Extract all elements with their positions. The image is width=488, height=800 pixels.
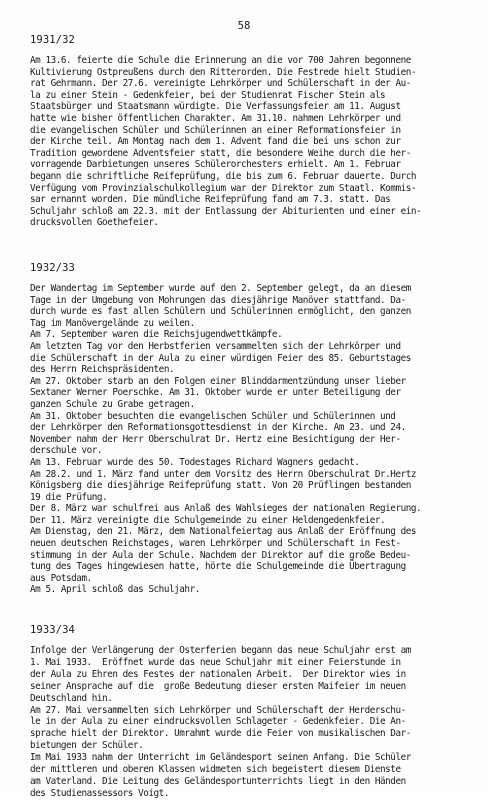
- text-line: durch wurde es fast allen Schülern und Schülerinnen ermöglicht, den ganzen: [30, 306, 411, 318]
- text-line: la zu einer Stein - Gedenkfeier, bei der Studienrat Fischer Stein als: [30, 89, 386, 101]
- section-1932-33: [30, 262, 474, 596]
- section-body: [30, 645, 474, 800]
- section-heading: 1931/32: [30, 34, 75, 46]
- text-line: der mittleren und oberen Klassen widmeten sich begeistert diesem Dienste: [30, 764, 401, 776]
- text-line: Am 13. Februar wurde des 50. Todestages Richard Wagners gedacht.: [30, 456, 360, 468]
- text-line: Am 28.2. und 1. März fand unter dem Vorsitz des Herrn Oberschulrat Dr.Hertz: [30, 468, 417, 480]
- section-1931-32: [30, 34, 474, 229]
- section-1933-34: [30, 624, 474, 800]
- text-line: Am 5. April schloß das Schuljahr.: [30, 584, 200, 596]
- text-line: Kultivierung Ostpreußens durch den Ritterorden. Die Festrede hielt Studien-: [30, 66, 417, 78]
- text-line: rat Gehrmann. Der 27.6. vereinigte Lehrkörper und Schülerschaft in der Au-: [30, 78, 411, 90]
- text-line: Deutschland hin.: [30, 692, 113, 704]
- text-line: derschule vor.: [30, 445, 103, 457]
- text-line: Am Dienstag, den 21. März, dem Nationalfeiertag aus Anlaß der Eröffnung des: [30, 526, 417, 538]
- text-line: der Aula zu Ehren des Festes der nationalen Arbeit. Der Direktor wies in: [30, 668, 406, 680]
- text-line: tung des Tages hingewiesen hatte, hörte die Schulgemeinde die Übertragung: [30, 561, 406, 573]
- text-line: bietungen der Schüler.: [30, 740, 144, 752]
- section-heading: 1932/33: [30, 262, 75, 274]
- text-line: Am 27. Oktober starb an den Folgen einer Blinddarmentzündung unser lieber: [30, 375, 406, 387]
- text-line: die evangelischen Schüler und Schülerinnen an einer Reformationsfeier in: [30, 124, 401, 136]
- text-line: der Kirche teil. Am Montag nach dem 1. Advent fand die bei uns schon zur: [30, 136, 401, 148]
- text-line: November nahm der Herr Oberschulrat Dr. Hertz eine Besichtigung der Her-: [30, 433, 401, 445]
- section-heading: 1933/34: [30, 624, 75, 636]
- text-line: le in der Aula zu einer eindrucksvollen Schlageter - Gedenkfeier. Die An-: [30, 716, 406, 728]
- text-line: Verfügung vom Provinzialschulkollegium war der Direktor zum Staatl. Kommis-: [30, 182, 417, 194]
- text-line: 19 die Prüfung.: [30, 491, 108, 503]
- text-line: neuen deutschen Reichstages, waren Lehrkörper und Schülerschaft in Fest-: [30, 538, 401, 550]
- text-line: des Studienassessors Voigt.: [30, 787, 169, 799]
- text-line: Am 13.6. feierte die Schule die Erinnerung an die vor 700 Jahren begonnene: [30, 55, 411, 66]
- text-line: des Herrn Reichspräsidenten.: [30, 364, 175, 376]
- text-line: Staatsbürger und Staatsmann würdigte. Die Verfassungsfeier am 11. August: [30, 101, 401, 113]
- text-line: Tradition gewordene Adventsfeier statt, die besondere Weihe durch die her-: [30, 147, 411, 159]
- text-line: vorragende Darbietungen unseres Schülerorchesters erhielt. Am 1. Februar: [30, 159, 401, 171]
- text-line: ganzen Schule zu Grabe getragen.: [30, 398, 195, 410]
- text-line: Am letzten Tag vor den Herbstferien versammelten sich der Lehrkörper und: [30, 340, 401, 352]
- text-line: Infolge der Verlängerung der Osterferien begann das neue Schuljahr erst am: [30, 645, 411, 656]
- text-line: Am 31. Oktober besuchten die evangelischen Schüler und Schülerinnen und: [30, 410, 396, 422]
- text-line: Königsberg die diesjährige Reifeprüfung statt. Von 20 Prüflingen bestanden: [30, 480, 411, 492]
- text-line: drucksvollen Goethefeier.: [30, 217, 159, 229]
- text-line: begann die schriftliche Reifeprüfung, die bis zum 6. Februar dauerte. Durch: [30, 170, 417, 182]
- text-line: Sextaner Werner Poerschke. Am 31. Oktober wurde er unter Beteiligung der: [30, 387, 401, 399]
- text-line: Der 11. März vereinigte die Schulgemeinde zu einer Heldengedenkfeier.: [30, 514, 386, 526]
- section-body: [30, 283, 474, 596]
- text-line: die Schülerschaft in der Aula zu einer würdigen Feier des 85. Geburtstages: [30, 352, 411, 364]
- text-line: sprache hielt der Direktor. Umrahmt wurde die Feier von musikalischen Dar-: [30, 728, 411, 740]
- text-line: Im Mai 1933 nahm der Unterricht im Geländesport seinen Anfang. Die Schüler: [30, 752, 411, 764]
- text-line: Am 27. Mai versammelten sich Lehrkörper und Schülerschaft der Herderschu-: [30, 704, 406, 716]
- text-line: 1. Mai 1933. Eröffnet wurde das neue Schuljahr mit einer Feierstunde in: [30, 656, 401, 668]
- text-line: seiner Ansprache auf die große Bedeutung dieser ersten Maifeier im neuen: [30, 680, 406, 692]
- text-line: aus Potsdam.: [30, 572, 92, 584]
- text-line: Der 8. März war schulfrei aus Anlaß des Wahlsieges der nationalen Regierung.: [30, 503, 422, 515]
- text-line: Tag im Manövergelände zu weilen.: [30, 317, 195, 329]
- text-line: Der Wandertag im September wurde auf den 2. September gelegt, da an diesem: [30, 283, 411, 294]
- text-line: am Vaterland. Die Leitung des Geländesportunterrichts liegt in den Händen: [30, 775, 406, 787]
- page-number: 58: [237, 20, 251, 32]
- text-line: der Lehrkörper den Reformationsgottesdienst in der Kirche. Am 23. und 24.: [30, 422, 406, 434]
- text-line: sar ernannt worden. Die mündliche Reifeprüfung fand am 7.3. statt. Das: [30, 194, 391, 206]
- text-line: Am 7. September waren die Reichsjugendwettkämpfe.: [30, 329, 283, 341]
- section-body: [30, 55, 474, 229]
- text-line: hatte wie bisher öffentlichen Charakter. Am 31.10. nahmen Lehrkörper und: [30, 112, 401, 124]
- text-line: stimmung in der Aula der Schule. Nachdem der Direktor auf die große Bedeu-: [30, 549, 411, 561]
- text-line: Schuljahr schloß am 22.3. mit der Entlassung der Abiturienten und einer ein-: [30, 205, 422, 217]
- text-line: Tage in der Umgebung von Mohrungen das diesjährige Manöver stattfand. Da-: [30, 294, 406, 306]
